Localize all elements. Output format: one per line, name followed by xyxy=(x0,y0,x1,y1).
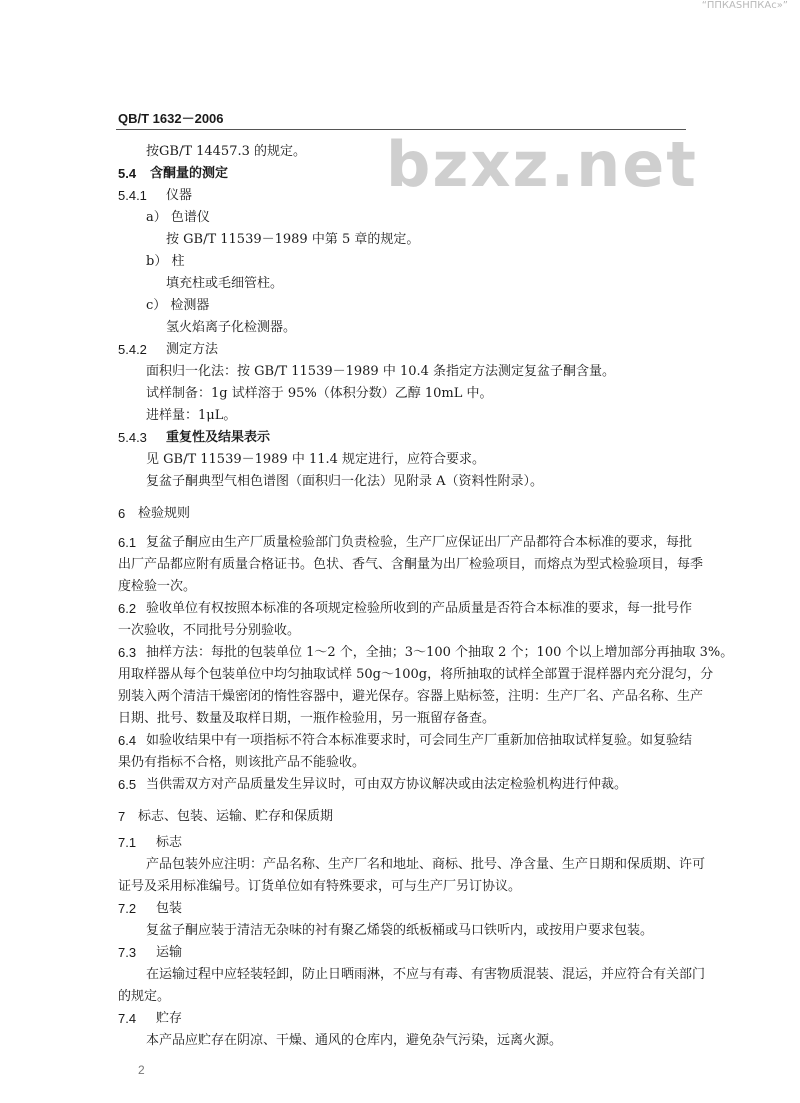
text-line: 复盆子酮典型气相色谱图（面积归一化法）见附录 A（资料性附录）。 xyxy=(146,474,544,489)
text-line: 进样量：1μL。 xyxy=(146,408,237,423)
text-line: 出厂产品都应附有质量合格证书。色状、香气、含酮量为出厂检验项目，而熔点为型式检验项目，每季 xyxy=(118,557,704,572)
text-line: 证号及采用标准编号。订货单位如有特殊要求，可与生产厂另订协议。 xyxy=(118,879,522,894)
text-line: 验收单位有权按照本标准的各项规定检验所收到的产品质量是否符合本标准的要求，每一批号作 xyxy=(146,601,693,616)
clause-title: 重复性及结果表示 xyxy=(166,430,271,445)
clause-number: 7.3 xyxy=(118,945,137,960)
clause-number: 5.4.1 xyxy=(118,188,147,203)
clause-number: 5.4.3 xyxy=(118,430,147,445)
clause-title: 测定方法 xyxy=(166,342,219,357)
section-number: 6 xyxy=(118,506,126,521)
clause-title: 含酮量的测定 xyxy=(150,166,229,181)
clause-number: 7.2 xyxy=(118,901,137,916)
text-line: c） 检测器 xyxy=(146,298,210,313)
clause-number: 6.5 xyxy=(118,777,137,792)
text-line: 按 GB/T 11539－1989 中第 5 章的规定。 xyxy=(166,232,420,247)
text-line: 如验收结果中有一项指标不符合本标准要求时，可会同生产厂重新加倍抽取试样复验。如复验结 xyxy=(146,733,693,748)
clause-title: 贮存 xyxy=(156,1011,183,1026)
standard-header: QB/T 1632－2006 xyxy=(118,111,224,126)
text-line: 复盆子酮应由生产厂质量检验部门负责检验，生产厂应保证出厂产品都符合本标准的要求，每批 xyxy=(146,535,693,550)
top-mark: “ППКАSНПКАс»” xyxy=(701,0,788,11)
text-line: 一次验收，不同批号分别验收。 xyxy=(118,623,301,638)
clause-number: 6.3 xyxy=(118,645,137,660)
page-number: 2 xyxy=(138,1063,145,1077)
clause-title: 标志 xyxy=(156,835,183,850)
clause-title: 仪器 xyxy=(166,188,193,203)
text-line: 试样制备：1g 试样溶于 95%（体积分数）乙醇 10mL 中。 xyxy=(146,386,493,401)
text-line: 当供需双方对产品质量发生异议时，可由双方协议解决或由法定检验机构进行仲裁。 xyxy=(146,777,628,792)
text-line: 见 GB/T 11539－1989 中 11.4 规定进行，应符合要求。 xyxy=(146,452,486,467)
text-line: 的规定。 xyxy=(118,989,171,1004)
text-line: 日期、批号、数量及取样日期，一瓶作检验用，另一瓶留存备查。 xyxy=(118,711,496,726)
text-line: 果仍有指标不合格，则该批产品不能验收。 xyxy=(118,755,366,770)
text-line: a） 色谱仪 xyxy=(146,210,210,225)
clause-title: 运输 xyxy=(156,945,183,960)
text-line: 按GB/T 14457.3 的规定。 xyxy=(146,144,307,159)
text-line: 复盆子酮应装于清洁无杂味的衬有聚乙烯袋的纸板桶或马口铁听内，或按用户要求包装。 xyxy=(146,923,654,938)
clause-number: 6.2 xyxy=(118,601,137,616)
text-line: 抽样方法：每批的包装单位 1～2 个，全抽；3～100 个抽取 2 个；100 个以上增加部分再抽取 3%。 xyxy=(146,645,734,660)
text-line: 度检验一次。 xyxy=(118,579,197,594)
section-title: 检验规则 xyxy=(138,506,191,521)
text-line: 产品包装外应注明：产品名称、生产厂名和地址、商标、批号、净含量、生产日期和保质期、许可 xyxy=(146,857,706,872)
text-line: 氢火焰离子化检测器。 xyxy=(166,320,297,335)
section-number: 7 xyxy=(118,809,126,824)
text-line: 填充柱或毛细管柱。 xyxy=(166,276,284,291)
watermark: bzxz.net xyxy=(386,128,698,201)
clause-title: 包装 xyxy=(156,901,183,916)
clause-number: 7.1 xyxy=(118,835,137,850)
clause-number: 6.4 xyxy=(118,733,137,748)
text-line: 用取样器从每个包装单位中均匀抽取试样 50g～100g，将所抽取的试样全部置于混样器内充分混匀，分 xyxy=(118,667,714,682)
clause-number: 7.4 xyxy=(118,1011,137,1026)
text-line: 本产品应贮存在阴凉、干燥、通风的仓库内，避免杂气污染，远离火源。 xyxy=(146,1033,563,1048)
section-title: 标志、包装、运输、贮存和保质期 xyxy=(138,809,334,824)
text-line: 面积归一化法：按 GB/T 11539－1989 中 10.4 条指定方法测定复盆子酮含量。 xyxy=(146,364,616,379)
clause-number: 6.1 xyxy=(118,535,137,550)
clause-number: 5.4.2 xyxy=(118,342,147,357)
text-line: b） 柱 xyxy=(146,254,185,269)
text-line: 在运输过程中应轻装轻卸，防止日晒雨淋，不应与有毒、有害物质混装、混运，并应符合有关部门 xyxy=(146,967,706,982)
clause-number: 5.4 xyxy=(118,166,137,181)
text-line: 别装入两个清洁干燥密闭的惰性容器中，避光保存。容器上贴标签，注明：生产厂名、产品名称、生产 xyxy=(118,689,704,704)
